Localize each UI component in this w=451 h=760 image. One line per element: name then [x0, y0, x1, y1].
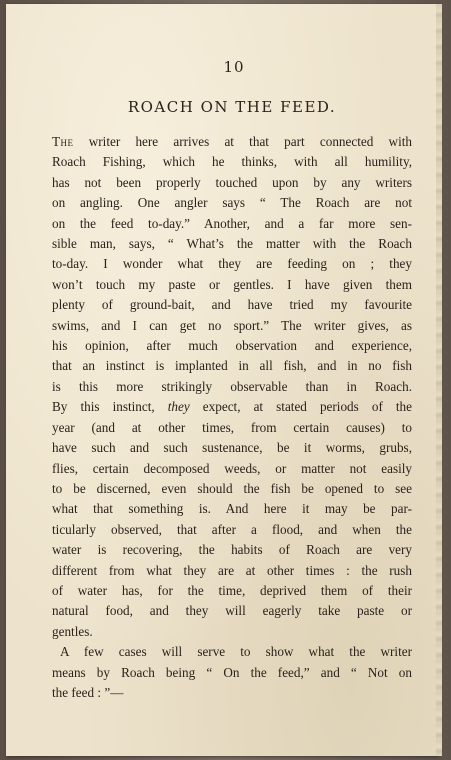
text-line: A few cases will serve to show what the writer: [60, 644, 412, 660]
text-line: won’t touch my paste or gentles. I have given them: [52, 276, 412, 292]
text-line: flies, certain decomposed weeds, or matter not easily: [52, 460, 412, 476]
text-line: By this instinct, they expect, at stated periods of the: [52, 399, 413, 415]
text-line: plenty of ground-bait, and have tried my favourite: [52, 297, 412, 313]
text-line: his opinion, after much observation and experience,: [52, 338, 412, 354]
text-line: The writer here arrives at that part connected with: [52, 134, 412, 149]
text-line: swims, and I can get no sport.” The writer gives, as: [52, 317, 412, 333]
text-line: is this more strikingly observable than in Roach.: [52, 378, 412, 394]
chapter-title: ROACH ON THE FEED.: [127, 98, 337, 116]
text-line: natural food, and they will eagerly take paste or: [52, 603, 412, 619]
text-line: on angling. One angler says “ The Roach are not: [52, 195, 412, 211]
paragraph-1: [52, 132, 412, 642]
text-line: on the feed to-day.” Another, and a far more sen-: [52, 215, 412, 231]
page-number: 10: [223, 58, 245, 76]
book-page: [6, 4, 438, 756]
paragraph-2: [52, 642, 412, 703]
text-line: what that something is. And here it may be par-: [52, 501, 412, 517]
text-line: different from what they are at other times : the rush: [52, 562, 412, 578]
page-content: [52, 58, 412, 703]
lead-word: The: [52, 134, 74, 149]
text-line: sible man, says, “ What’s the matter with the Roach: [52, 236, 412, 252]
text-line: that an instinct is implanted in all fish, and in no fish: [52, 358, 412, 374]
text-line: year (and at other times, from certain causes) to: [52, 419, 412, 435]
text-line: the feed : ”—: [52, 684, 124, 700]
italic-word: they: [167, 399, 190, 415]
text-line: to be discerned, even should the fish be opened to see: [52, 480, 412, 496]
text-line: gentles.: [52, 623, 93, 639]
text-line: means by Roach being “ On the feed,” and “ Not on: [52, 664, 412, 680]
text-line: water is recovering, the habits of Roach are very: [52, 542, 412, 558]
text-line: have such and such sustenance, be it worms, grubs,: [52, 440, 412, 456]
text-line: of water has, for the time, deprived them of their: [52, 582, 412, 598]
text-line: has not been properly touched upon by any writers: [52, 174, 412, 190]
text-line: Roach Fishing, which he thinks, with all humility,: [52, 154, 412, 170]
text-line: ticularly observed, that after a flood, and when the: [52, 521, 412, 537]
page-edge: [436, 4, 442, 756]
text-line: to-day. I wonder what they are feeding on ; they: [52, 256, 412, 272]
